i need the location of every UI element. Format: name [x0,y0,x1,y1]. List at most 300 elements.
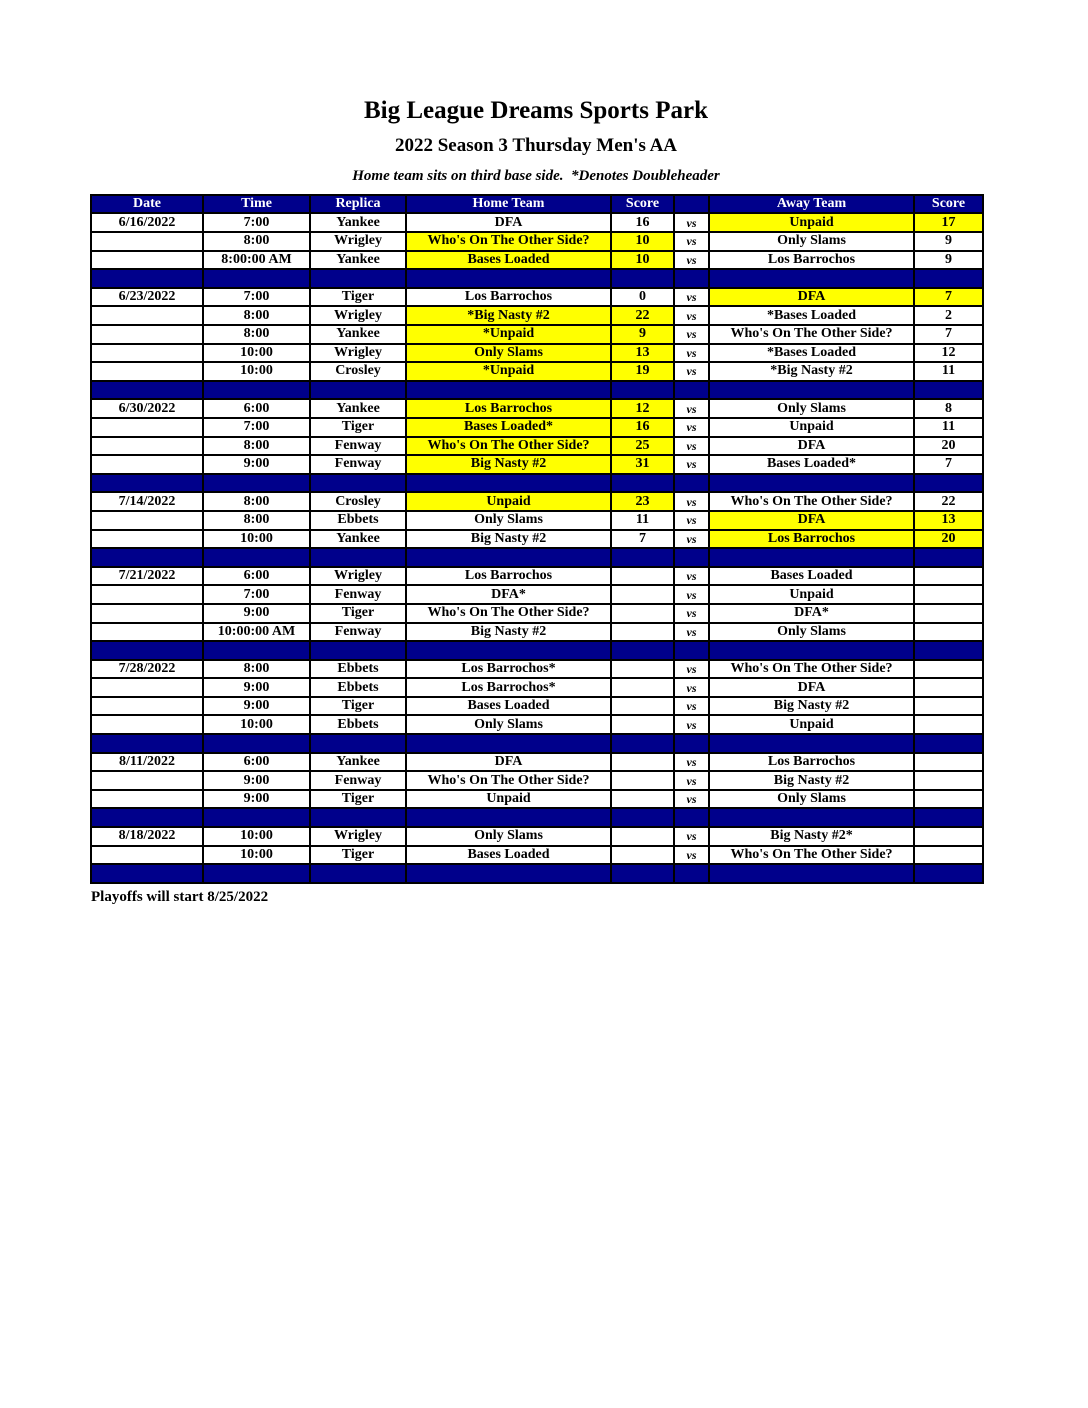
cell-home-score: 19 [611,362,674,381]
cell-time: 10:00 [203,827,310,846]
cell-away-score: 22 [914,492,983,511]
cell-home-team: Big Nasty #2 [406,530,611,549]
game-row [91,771,983,790]
game-row [91,418,983,437]
separator-cell [91,474,203,493]
cell-away-team: Los Barrochos [709,251,914,270]
cell-replica: Ebbets [310,678,406,697]
separator-cell [406,808,611,827]
cell-home-team: Unpaid [406,790,611,809]
separator-cell [611,381,674,400]
cell-time: 8:00 [203,232,310,251]
separator-cell [674,864,709,883]
header-cell-5 [674,195,709,214]
game-row [91,660,983,679]
cell-away-team: Who's On The Other Side? [709,492,914,511]
cell-home-score: 10 [611,232,674,251]
header-block [90,97,982,185]
cell-vs: vs [674,771,709,790]
cell-away-team: *Bases Loaded [709,344,914,363]
cell-replica: Fenway [310,771,406,790]
cell-home-score: 31 [611,455,674,474]
cell-away-score: 7 [914,325,983,344]
cell-away-team: Only Slams [709,399,914,418]
cell-home-team: Los Barrochos [406,567,611,586]
cell-date [91,344,203,363]
cell-vs: vs [674,455,709,474]
cell-away-score: 2 [914,306,983,325]
game-row [91,623,983,642]
cell-away-team: *Big Nasty #2 [709,362,914,381]
separator-cell [674,474,709,493]
separator-cell [91,381,203,400]
cell-away-score [914,604,983,623]
separator-cell [914,641,983,660]
cell-time: 8:00 [203,660,310,679]
cell-away-team: Only Slams [709,232,914,251]
separator-cell [203,474,310,493]
cell-home-score [611,753,674,772]
separator-cell [611,808,674,827]
cell-replica: Yankee [310,325,406,344]
separator-cell [91,548,203,567]
game-row [91,232,983,251]
cell-replica: Fenway [310,585,406,604]
game-row [91,604,983,623]
separator-cell [310,734,406,753]
cell-home-score [611,790,674,809]
separator-cell [914,864,983,883]
separator-cell [914,381,983,400]
page-note: Home team sits on third base side. *Denotes Doubleheader [352,167,720,184]
game-row [91,846,983,865]
cell-date: 7/21/2022 [91,567,203,586]
cell-home-team: DFA* [406,585,611,604]
cell-vs: vs [674,232,709,251]
cell-away-score [914,660,983,679]
separator-cell [611,548,674,567]
cell-away-team: Big Nasty #2* [709,827,914,846]
cell-replica: Ebbets [310,660,406,679]
cell-away-score [914,567,983,586]
cell-away-team: Unpaid [709,418,914,437]
cell-vs: vs [674,437,709,456]
cell-time: 7:00 [203,585,310,604]
game-row [91,697,983,716]
cell-away-score: 7 [914,288,983,307]
cell-date [91,362,203,381]
cell-time: 8:00 [203,511,310,530]
cell-home-score: 11 [611,511,674,530]
separator-cell [203,641,310,660]
cell-away-score [914,846,983,865]
separator-cell [310,474,406,493]
separator-cell [709,864,914,883]
cell-vs: vs [674,530,709,549]
separator-cell [611,474,674,493]
header-cell-7: Score [914,195,983,214]
separator-cell [709,734,914,753]
separator-cell [406,548,611,567]
cell-vs: vs [674,399,709,418]
separator-cell [709,381,914,400]
cell-date [91,790,203,809]
cell-date: 6/23/2022 [91,288,203,307]
header-cell-2: Replica [310,195,406,214]
cell-vs: vs [674,585,709,604]
cell-home-score [611,623,674,642]
separator-cell [310,269,406,288]
cell-away-score: 11 [914,418,983,437]
cell-away-team: Unpaid [709,715,914,734]
cell-date [91,678,203,697]
separator-cell [914,548,983,567]
header-cell-0: Date [91,195,203,214]
separator-cell [203,864,310,883]
cell-date [91,325,203,344]
cell-home-score: 22 [611,306,674,325]
game-row [91,567,983,586]
playoffs-note: Playoffs will start 8/25/2022 [91,888,269,905]
schedule-table [90,194,984,884]
cell-time: 10:00 [203,715,310,734]
separator-cell [91,734,203,753]
cell-replica: Wrigley [310,344,406,363]
game-row [91,455,983,474]
cell-date: 8/11/2022 [91,753,203,772]
cell-away-team: Who's On The Other Side? [709,846,914,865]
cell-date [91,251,203,270]
game-row [91,827,983,846]
cell-away-score: 11 [914,362,983,381]
cell-date: 7/14/2022 [91,492,203,511]
separator-row [91,381,983,400]
cell-time: 9:00 [203,697,310,716]
cell-replica: Tiger [310,604,406,623]
cell-home-score: 10 [611,251,674,270]
separator-cell [611,641,674,660]
separator-cell [310,548,406,567]
cell-away-score [914,753,983,772]
cell-replica: Tiger [310,418,406,437]
cell-replica: Wrigley [310,232,406,251]
separator-row [91,808,983,827]
cell-replica: Yankee [310,530,406,549]
cell-time: 7:00 [203,288,310,307]
cell-date: 8/18/2022 [91,827,203,846]
cell-home-score [611,715,674,734]
cell-vs: vs [674,492,709,511]
cell-away-team: Unpaid [709,585,914,604]
cell-home-score [611,585,674,604]
cell-vs: vs [674,678,709,697]
separator-cell [203,548,310,567]
cell-time: 9:00 [203,771,310,790]
cell-home-team: Who's On The Other Side? [406,437,611,456]
cell-time: 7:00 [203,418,310,437]
header-cell-3: Home Team [406,195,611,214]
separator-cell [203,808,310,827]
cell-vs: vs [674,697,709,716]
cell-home-score: 16 [611,213,674,232]
cell-replica: Fenway [310,455,406,474]
cell-home-score [611,604,674,623]
cell-replica: Wrigley [310,306,406,325]
cell-time: 10:00 [203,846,310,865]
separator-cell [914,474,983,493]
cell-home-score [611,846,674,865]
separator-cell [406,381,611,400]
separator-cell [203,734,310,753]
game-row [91,362,983,381]
separator-cell [406,641,611,660]
game-row [91,325,983,344]
cell-date [91,437,203,456]
cell-away-team: Los Barrochos [709,753,914,772]
cell-time: 9:00 [203,455,310,474]
cell-vs: vs [674,827,709,846]
cell-time: 9:00 [203,678,310,697]
cell-home-score [611,827,674,846]
cell-replica: Fenway [310,437,406,456]
header-row [91,195,983,214]
cell-vs: vs [674,753,709,772]
separator-cell [611,864,674,883]
cell-home-score: 25 [611,437,674,456]
cell-home-team: Bases Loaded [406,251,611,270]
cell-away-team: DFA [709,511,914,530]
separator-cell [203,269,310,288]
cell-away-team: Los Barrochos [709,530,914,549]
cell-home-team: Los Barrochos* [406,678,611,697]
cell-home-team: Big Nasty #2 [406,623,611,642]
cell-away-team: Only Slams [709,623,914,642]
cell-vs: vs [674,623,709,642]
cell-time: 9:00 [203,790,310,809]
cell-vs: vs [674,213,709,232]
cell-date [91,232,203,251]
cell-home-score: 16 [611,418,674,437]
cell-away-score [914,715,983,734]
separator-cell [709,269,914,288]
cell-away-team: DFA [709,437,914,456]
cell-time: 9:00 [203,604,310,623]
cell-vs: vs [674,288,709,307]
cell-vs: vs [674,790,709,809]
cell-date [91,585,203,604]
cell-replica: Yankee [310,213,406,232]
cell-home-team: Unpaid [406,492,611,511]
cell-time: 6:00 [203,567,310,586]
game-row [91,678,983,697]
separator-cell [709,474,914,493]
game-row [91,306,983,325]
cell-away-team: Big Nasty #2 [709,771,914,790]
cell-vs: vs [674,251,709,270]
cell-home-team: *Unpaid [406,362,611,381]
cell-away-team: Who's On The Other Side? [709,325,914,344]
separator-cell [674,269,709,288]
cell-home-team: DFA [406,213,611,232]
separator-cell [674,641,709,660]
cell-vs: vs [674,325,709,344]
separator-row [91,548,983,567]
header-cell-6: Away Team [709,195,914,214]
game-row [91,492,983,511]
cell-away-team: Who's On The Other Side? [709,660,914,679]
cell-vs: vs [674,418,709,437]
cell-away-score: 20 [914,530,983,549]
cell-replica: Yankee [310,399,406,418]
header-cell-1: Time [203,195,310,214]
cell-home-team: *Big Nasty #2 [406,306,611,325]
separator-cell [709,808,914,827]
cell-vs: vs [674,846,709,865]
separator-cell [914,269,983,288]
cell-home-score: 23 [611,492,674,511]
cell-away-score: 20 [914,437,983,456]
cell-date [91,418,203,437]
cell-home-team: Los Barrochos [406,399,611,418]
cell-vs: vs [674,604,709,623]
cell-time: 6:00 [203,399,310,418]
game-row [91,437,983,456]
cell-date [91,604,203,623]
cell-replica: Ebbets [310,715,406,734]
cell-home-team: Who's On The Other Side? [406,604,611,623]
cell-home-team: Only Slams [406,715,611,734]
cell-replica: Crosley [310,492,406,511]
cell-away-score: 9 [914,232,983,251]
separator-cell [91,864,203,883]
cell-home-score [611,678,674,697]
cell-away-score: 7 [914,455,983,474]
separator-cell [674,548,709,567]
cell-date [91,306,203,325]
game-row [91,399,983,418]
cell-vs: vs [674,567,709,586]
cell-home-score: 0 [611,288,674,307]
cell-home-team: Big Nasty #2 [406,455,611,474]
cell-time: 8:00 [203,492,310,511]
cell-away-score [914,697,983,716]
cell-time: 8:00 [203,306,310,325]
cell-time: 10:00:00 AM [203,623,310,642]
game-row [91,790,983,809]
cell-vs: vs [674,362,709,381]
cell-home-team: Only Slams [406,344,611,363]
separator-cell [674,808,709,827]
cell-time: 6:00 [203,753,310,772]
cell-away-score [914,790,983,809]
cell-away-team: Bases Loaded* [709,455,914,474]
cell-away-score [914,678,983,697]
cell-home-team: Who's On The Other Side? [406,771,611,790]
separator-cell [406,864,611,883]
cell-time: 8:00 [203,325,310,344]
separator-cell [310,808,406,827]
cell-home-score [611,567,674,586]
separator-cell [310,381,406,400]
cell-date [91,697,203,716]
cell-replica: Tiger [310,790,406,809]
cell-date [91,771,203,790]
separator-cell [91,641,203,660]
cell-time: 7:00 [203,213,310,232]
cell-replica: Tiger [310,697,406,716]
cell-home-team: Bases Loaded [406,697,611,716]
game-row [91,530,983,549]
cell-away-score: 17 [914,213,983,232]
cell-replica: Wrigley [310,567,406,586]
cell-home-score [611,771,674,790]
cell-date: 7/28/2022 [91,660,203,679]
cell-home-score: 7 [611,530,674,549]
cell-home-team: Who's On The Other Side? [406,232,611,251]
game-row [91,753,983,772]
separator-row [91,269,983,288]
cell-date: 6/30/2022 [91,399,203,418]
cell-home-team: Bases Loaded* [406,418,611,437]
cell-replica: Tiger [310,288,406,307]
cell-away-team: Unpaid [709,213,914,232]
cell-away-score: 13 [914,511,983,530]
separator-cell [406,269,611,288]
cell-home-team: Only Slams [406,827,611,846]
cell-home-score: 13 [611,344,674,363]
cell-away-team: Only Slams [709,790,914,809]
cell-home-score: 9 [611,325,674,344]
game-row [91,288,983,307]
cell-time: 10:00 [203,362,310,381]
cell-date [91,530,203,549]
separator-row [91,864,983,883]
cell-home-team: Bases Loaded [406,846,611,865]
cell-home-score: 12 [611,399,674,418]
separator-cell [406,734,611,753]
cell-away-score [914,585,983,604]
cell-replica: Fenway [310,623,406,642]
separator-cell [674,734,709,753]
game-row [91,715,983,734]
separator-cell [91,269,203,288]
cell-date [91,715,203,734]
cell-home-team: DFA [406,753,611,772]
separator-cell [914,734,983,753]
cell-date [91,455,203,474]
cell-away-score [914,827,983,846]
cell-replica: Ebbets [310,511,406,530]
cell-away-score: 8 [914,399,983,418]
cell-date [91,846,203,865]
separator-cell [674,381,709,400]
cell-replica: Crosley [310,362,406,381]
page-subtitle: 2022 Season 3 Thursday Men's AA [394,134,678,156]
cell-replica: Tiger [310,846,406,865]
separator-cell [611,269,674,288]
cell-away-team: DFA* [709,604,914,623]
cell-away-team: DFA [709,288,914,307]
separator-cell [310,864,406,883]
game-row [91,344,983,363]
separator-row [91,734,983,753]
cell-date [91,623,203,642]
header-cell-4: Score [611,195,674,214]
cell-away-team: Bases Loaded [709,567,914,586]
cell-vs: vs [674,306,709,325]
cell-date: 6/16/2022 [91,213,203,232]
game-row [91,585,983,604]
